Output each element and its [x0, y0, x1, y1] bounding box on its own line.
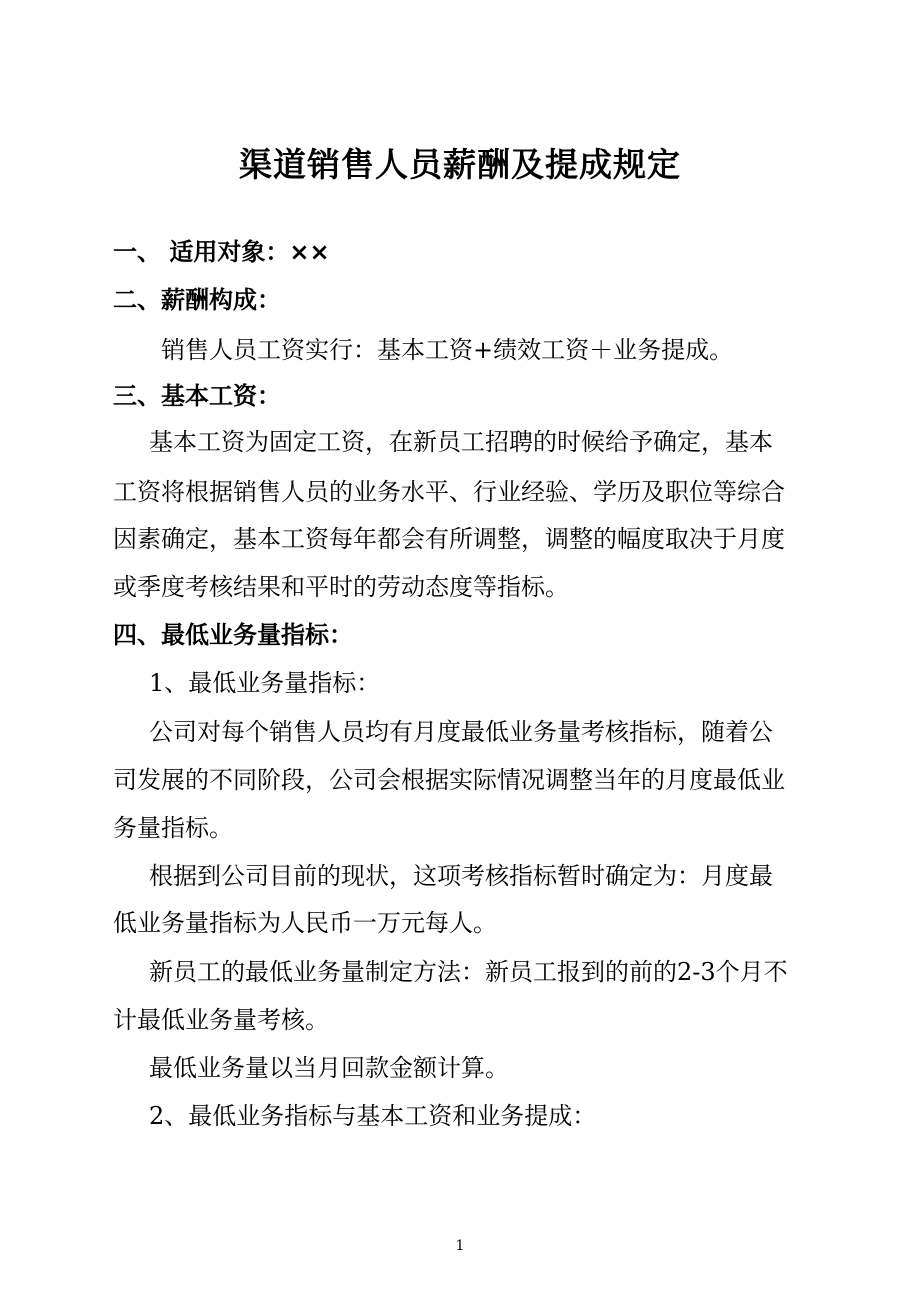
paragraph-line: 新员工的最低业务量制定方法：新员工报到的前的2-3个月不	[149, 958, 788, 986]
paragraph-line: 基本工资为固定工资，在新员工招聘的时候给予确定，基本	[149, 428, 773, 456]
document-title: 渠道销售人员薪酬及提成规定	[239, 145, 681, 184]
paragraph-line: 最低业务量以当月回款金额计算。	[149, 1054, 509, 1082]
paragraph-line: 根据到公司目前的现状，这项考核指标暂时确定为：月度最	[149, 862, 773, 890]
paragraph-line: 公司对每个销售人员均有月度最低业务量考核指标，随着公	[149, 718, 773, 746]
paragraph-line: 或季度考核结果和平时的劳动态度等指标。	[113, 573, 569, 601]
paragraph-line: 司发展的不同阶段，公司会根据实际情况调整当年的月度最低业	[113, 766, 785, 794]
paragraph-line: 销售人员工资实行：基本工资+绩效工资＋业务提成。	[161, 336, 734, 364]
subsection-heading: 1、最低业务量指标：	[149, 669, 381, 697]
paragraph-line: 计最低业务量考核。	[113, 1006, 329, 1034]
page-number: 1	[455, 1238, 465, 1254]
paragraph-line: 因素确定，基本工资每年都会有所调整，调整的幅度取决于月度	[113, 525, 785, 553]
section-heading-2: 二、薪酬构成：	[113, 286, 281, 314]
paragraph-line: 工资将根据销售人员的业务水平、行业经验、学历及职位等综合	[113, 478, 785, 506]
paragraph-line: 低业务量指标为人民币一万元每人。	[113, 909, 497, 937]
paragraph-line: 务量指标。	[113, 814, 233, 842]
section-heading-4: 四、最低业务量指标：	[113, 621, 353, 649]
section-heading-3: 三、基本工资：	[113, 382, 281, 410]
subsection-heading: 2、最低业务指标与基本工资和业务提成：	[149, 1102, 597, 1130]
section-heading-1: 一、 适用对象：××	[113, 238, 330, 266]
